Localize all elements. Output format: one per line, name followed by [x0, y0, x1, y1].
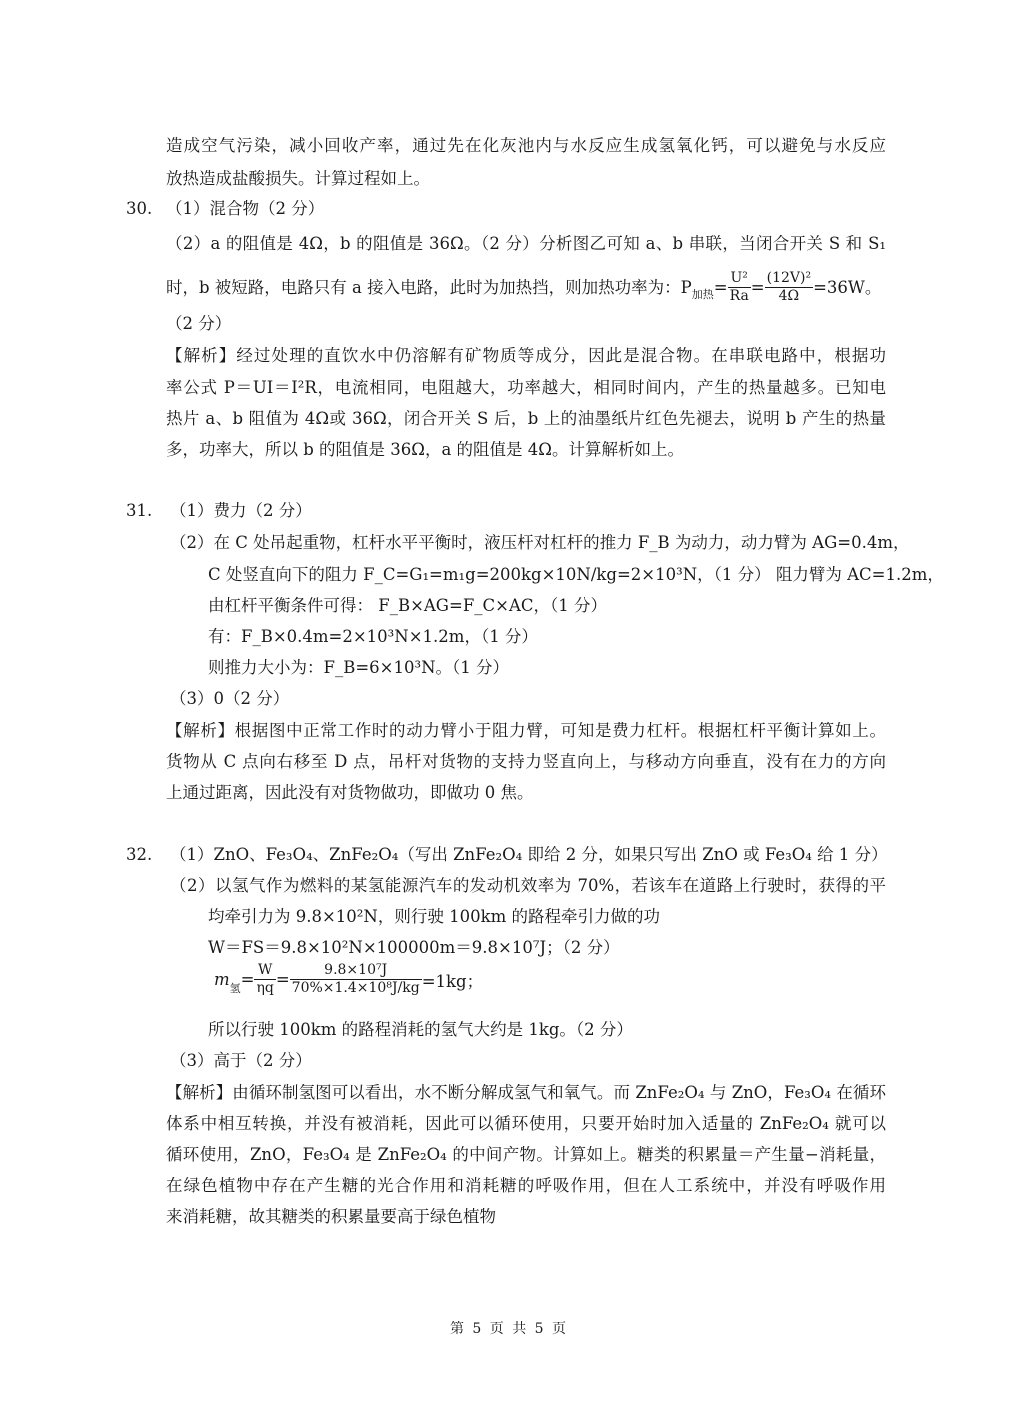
answer-part-2-score: （2 分） [166, 314, 232, 333]
answer-part-2-line-5: 则推力大小为：F_B=6×10³N。（1 分） [208, 658, 510, 677]
answer-part-2-line-2 [166, 270, 882, 304]
fraction-numerator: 9.8×10⁷J [290, 962, 422, 980]
equals-sign: = [713, 277, 728, 297]
explanation-line-3: 热片 a、b 阻值为 4Ω或 36Ω，闭合开关 S 后，b 上的油墨纸片红色先褪去，说明 b 产生的热量 [166, 409, 886, 428]
fraction-numerator: W [254, 962, 275, 980]
answer-part-1: （1）费力（2 分） [170, 501, 312, 520]
fraction-power-formula [728, 270, 751, 305]
fraction-formula [254, 962, 275, 997]
explanation-line-4: 在绿色植物中存在产生糖的光合作用和消耗糖的呼吸作用，但在人工系统中，并没有呼吸作用 [166, 1176, 886, 1195]
intro-line-2: 放热造成盐酸损失。计算过程如上。 [166, 169, 430, 188]
answer-part-2-line-4: 有：F_B×0.4m=2×10³N×1.2m，（1 分） [208, 627, 538, 646]
answer-part-2-line-3: 由杠杆平衡条件可得： F_B×AG=F_C×AC，（1 分） [208, 596, 607, 615]
explanation-line-5: 来消耗糖，故其糖类的积累量要高于绿色植物 [166, 1207, 496, 1226]
answer-part-2-line-2: 均牵引力为 9.8×10²N，则行驶 100km 的路程牵引力做的功 [208, 907, 660, 926]
question-number: 32. [126, 845, 153, 864]
explanation-line-3: 上通过距离，因此没有对货物做功，即做功 0 焦。 [166, 783, 534, 802]
intro-line-1: 造成空气污染，减小回收产率，通过先在化灰池内与水反应生成氢氧化钙，可以避免与水反应 [166, 136, 886, 155]
answer-part-1: （1）ZnO、Fe₃O₄、ZnFe₂O₄（写出 ZnFe₂O₄ 即给 2 分，如果只写出 ZnO 或 Fe₃O₄ 给 1 分） [170, 845, 888, 864]
page-footer: 第 5 页 共 5 页 [449, 1321, 569, 1337]
text-segment: 时，b 被短路，电路只有 a 接入电路，此时为加热挡，则加热功率为：P [166, 277, 692, 297]
result-text: =36W。 [813, 277, 882, 297]
answer-part-2-line-1: （2）以氢气作为燃料的某氢能源汽车的发动机效率为 70%，若该车在道路上行驶时，获得的平 [170, 876, 886, 895]
explanation-line-2: 体系中相互转换，并没有被消耗，因此可以循环使用，只要开始时加入适量的 ZnFe₂O₄ 就可以 [166, 1114, 886, 1133]
answer-part-2-line-2: C 处竖直向下的阻力 F_C=G₁=m₁g=200kg×10N/kg=2×10³N，（1 分） 阻力臂为 AC=1.2m， [208, 565, 944, 584]
fraction-denominator: ηq [256, 980, 274, 996]
answer-part-2-line-1: （2）a 的阻值是 4Ω，b 的阻值是 36Ω。（2 分）分析图乙可知 a、b 串联，当闭合开关 S 和 S₁ [166, 234, 886, 253]
explanation-line-1: 【解析】由循环制氢图可以看出，水不断分解成氢气和氧气。而 ZnFe₂O₄ 与 ZnO，Fe₃O₄ 在循环 [166, 1083, 886, 1102]
explanation-line-2: 率公式 P＝UI＝I²R，电流相同，电阻越大，功率越大，相同时间内，产生的热量越多。已知电 [166, 378, 886, 397]
explanation-line-2: 货物从 C 点向右移至 D 点，吊杆对货物的支持力竖直向上，与移动方向垂直，没有在力的方向 [166, 752, 886, 771]
hydrogen-mass-equation: m氢= $\frac{W}{\eta q}$ = $\frac{\text{9.8×10⁷J}}{\text{70\%×1.4×10⁸J/kg}}$ =1kg； [214, 962, 484, 996]
equals-sign: = [750, 277, 765, 297]
explanation-line-1: 【解析】经过处理的直饮水中仍溶解有矿物质等成分，因此是混合物。在串联电路中，根据功 [166, 346, 886, 365]
subscript: 加热 [691, 288, 714, 301]
fraction-power-values [765, 270, 813, 305]
fraction-denominator: 70%×1.4×10⁸J/kg [291, 980, 420, 996]
fraction-numerator: U² [728, 270, 751, 288]
answer-part-2-work-equation: W＝FS＝9.8×10²N×100000m＝9.8×10⁷J；（2 分） [208, 938, 620, 957]
answer-part-1: （1）混合物（2 分） [166, 199, 325, 218]
fraction-denominator: 4Ω [778, 288, 800, 304]
explanation-line-1: 【解析】根据图中正常工作时的动力臂小于阻力臂，可知是费力杠杆。根据杠杆平衡计算如上。 [166, 721, 886, 740]
answer-part-3: （3）0（2 分） [170, 689, 290, 708]
answer-part-2-line-1: （2）在 C 处吊起重物，杠杆水平平衡时，液压杆对杠杆的推力 F_B 为动力，动力臂为 AG=0.4m， [170, 533, 910, 552]
question-number: 31. [126, 501, 153, 520]
mass-symbol: m [214, 970, 230, 989]
question-number: 30. [126, 199, 153, 218]
subscript: 氢 [229, 982, 241, 995]
result-text: =1kg； [421, 971, 484, 991]
explanation-line-3: 循环使用，ZnO，Fe₃O₄ 是 ZnFe₂O₄ 的中间产物。计算如上。糖类的积累量＝产生量−消耗量， [166, 1145, 886, 1164]
fraction-values [290, 962, 422, 997]
answer-part-2-conclusion: 所以行驶 100km 的路程消耗的氢气大约是 1kg。（2 分） [208, 1020, 633, 1039]
answer-part-3: （3）高于（2 分） [170, 1051, 312, 1070]
fraction-numerator: (12V)² [766, 270, 812, 286]
explanation-line-4: 多，功率大，所以 b 的阻值是 36Ω，a 的阻值是 4Ω。计算解析如上。 [166, 440, 684, 459]
fraction-denominator: Ra [729, 288, 749, 304]
